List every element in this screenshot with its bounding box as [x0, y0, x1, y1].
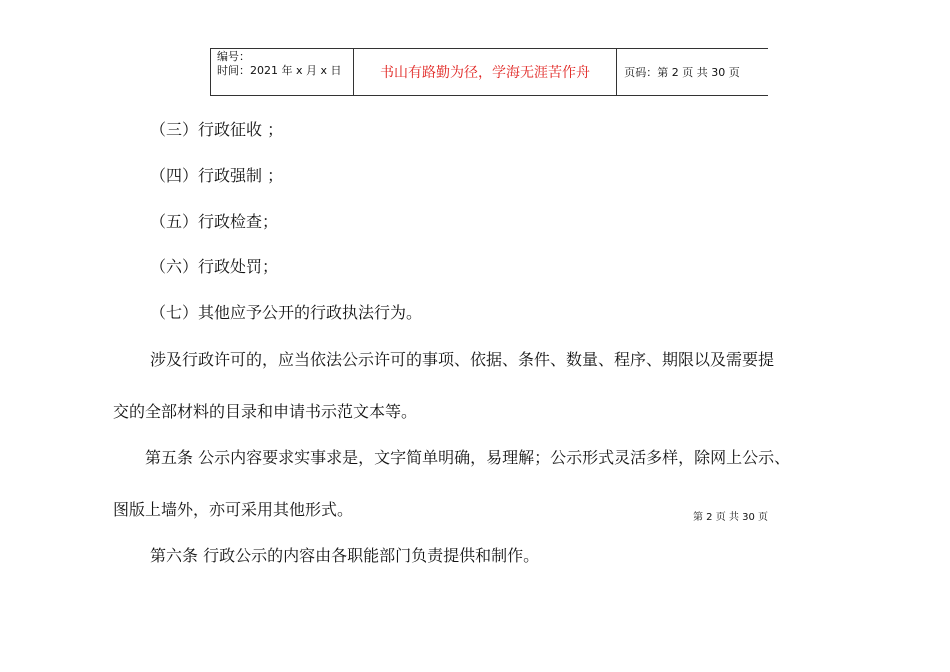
list-item: （三）行政征收 ；: [150, 120, 284, 139]
header-meta-cell: [211, 49, 354, 95]
article-five-line: 第五条 公示内容要求实事求是，文字简单明确，易理解；公示形式灵活多样，除网上公示、: [145, 448, 791, 467]
article-five-line: 图版上墙外，亦可采用其他形式。: [113, 500, 354, 519]
list-item: （六）行政处罚；: [150, 257, 279, 276]
header-page-number: 页码：第 2 页 共 30 页: [624, 66, 740, 79]
paragraph-line: 交的全部材料的目录和申请书示范文本等。: [113, 402, 418, 421]
motto-text: 书山有路勤为径，学海无涯苦作舟: [380, 65, 590, 81]
list-item: （七）其他应予公开的行政执法行为。: [150, 303, 423, 322]
article-six-line: 第六条 行政公示的内容由各职能部门负责提供和制作。: [150, 546, 540, 565]
serial-number-label: 编号：: [217, 50, 250, 63]
list-item: （五）行政检查；: [150, 212, 279, 231]
header-page-cell: [617, 49, 768, 95]
paragraph-line: 涉及行政许可的，应当依法公示许可的事项、依据、条件、数量、程序、期限以及需要提: [150, 350, 775, 369]
date-label: 时间：2021 年 x 月 x 日: [217, 64, 342, 77]
list-item: （四）行政强制 ；: [150, 166, 284, 185]
header-table: [210, 48, 768, 96]
footer-page-number: 第 2 页 共 30 页: [693, 512, 768, 523]
header-motto-cell: [354, 49, 618, 95]
